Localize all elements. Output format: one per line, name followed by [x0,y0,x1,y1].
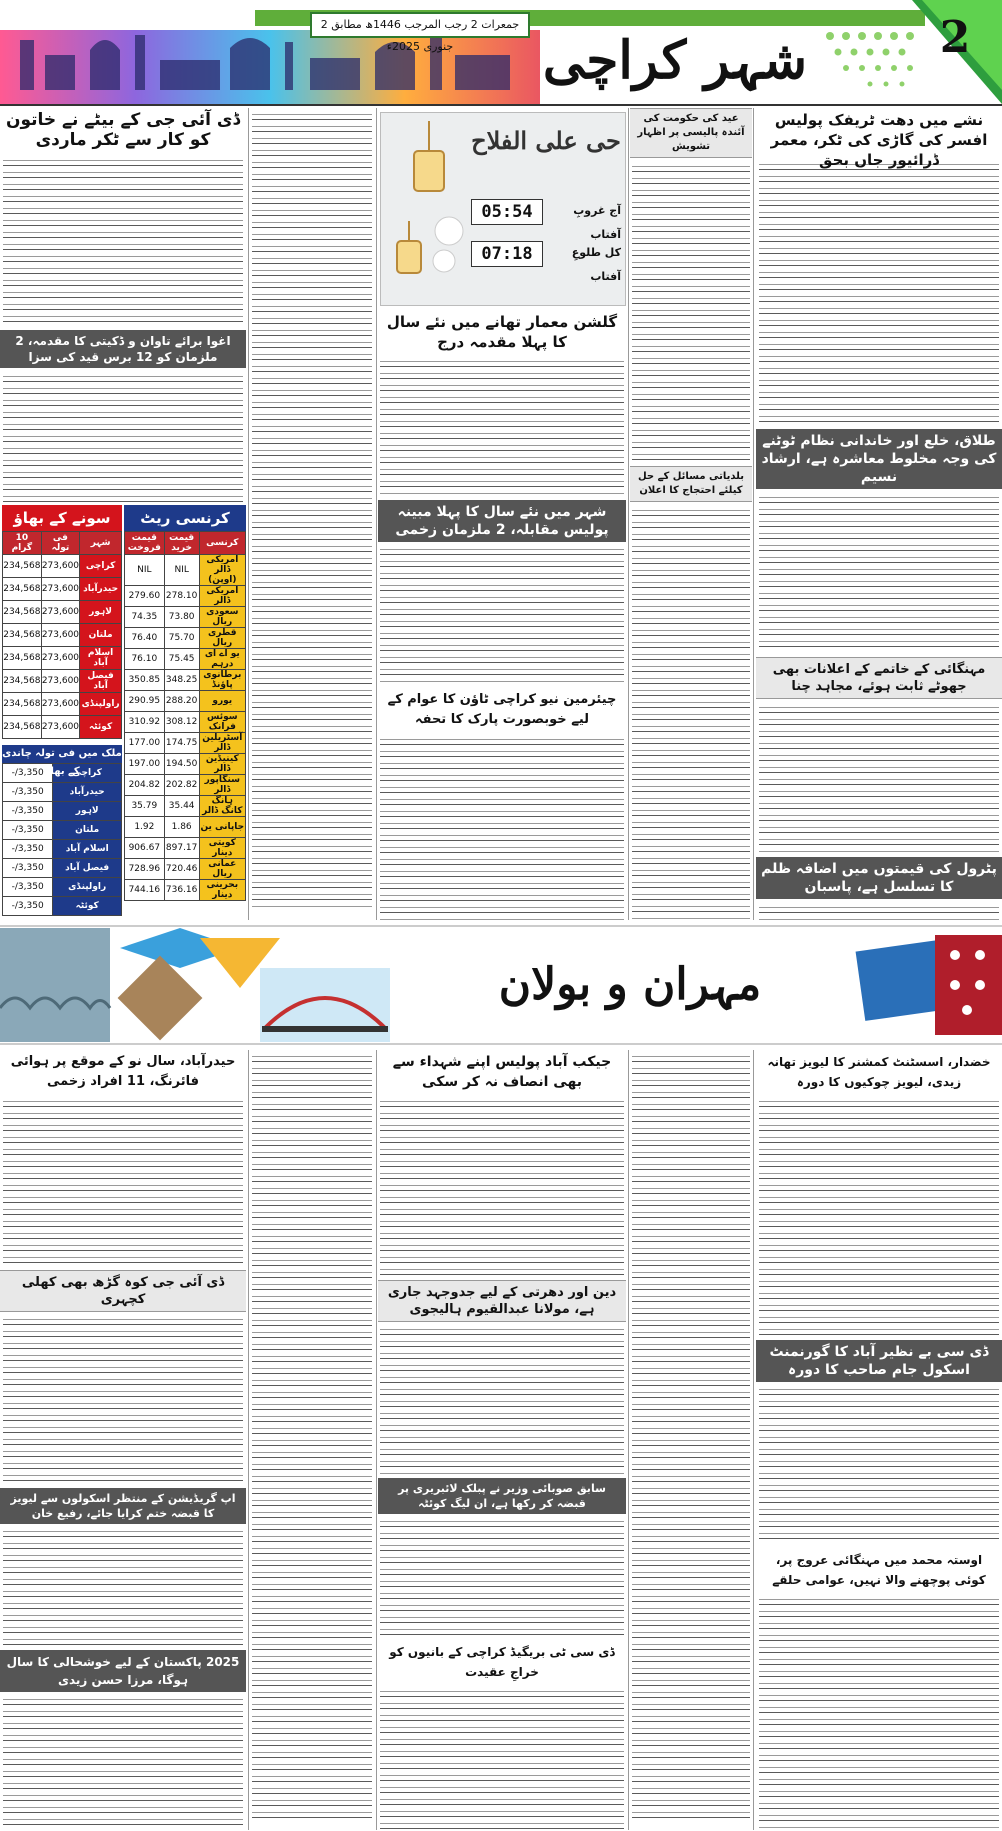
currency-value: 350.85 [125,670,165,691]
currency-value: 1.86 [164,817,199,838]
lower-column-1 [756,1050,1002,1830]
silver-table [2,763,122,916]
table-row [3,840,122,859]
lower-column-3 [378,1050,626,1830]
currency-name: جاپانی ین [199,817,245,838]
silver-price: 3,350/- [3,802,53,821]
table-row [125,796,246,817]
currency-value: 720.46 [164,859,199,880]
page-title: شہر کراچی [542,30,808,91]
prayer-times-box [380,112,626,306]
table-row [125,817,246,838]
table-row [125,838,246,859]
headline: گلشن معمار تھانے میں نئے سال کا پہلا مقدمہ درج [386,313,618,351]
article-body [252,110,372,910]
gold-price: 273,600 [41,670,79,693]
table-row [3,624,122,647]
article-body [632,1052,750,1822]
currency-name: عمانی ریال [199,859,245,880]
table-row [125,649,246,670]
currency-name: برطانوی پاؤنڈ [199,670,245,691]
gold-price: 234,568 [3,647,42,670]
article-body [380,1517,624,1637]
city-name: اسلام آباد [80,647,122,670]
column-1 [756,108,1002,920]
column-rule [628,108,629,920]
article-body [252,1052,372,1822]
column-3 [378,310,626,920]
article-body [759,703,999,853]
currency-value: 74.35 [125,607,165,628]
column-rule [376,108,377,920]
city-name: ملتان [53,821,122,840]
page-number: 2 [939,12,971,63]
headline: ڈی آئی جی کے بیٹے نے خاتون کو کار سے ٹکر ماردی [5,110,241,150]
column-rule [248,1050,249,1830]
currency-name: امریکی ڈالر (اوپن) [199,555,245,586]
article-body [759,493,999,653]
currency-value: 1.92 [125,817,165,838]
table-row [125,775,246,796]
currency-name: یو اے ای درہم [199,649,245,670]
currency-title: کرنسی ریٹ [124,505,246,531]
silver-price: 3,350/- [3,897,53,916]
headline: مہنگائی کے خاتمے کے اعلانات بھی جھوٹے ثابت ہوئے، مجاہد چنا [756,657,1002,699]
article-body [380,1097,624,1277]
currency-value: 202.82 [164,775,199,796]
currency-name: کینیڈین ڈالر [199,754,245,775]
headline: ڈی سی بے نظیر آباد کا گورنمنٹ اسکول جام صاحب کا دورہ [756,1340,1002,1382]
column-rule [376,1050,377,1830]
table-row [3,601,122,624]
currency-rates-table [124,505,246,917]
city-name: حیدرآباد [53,783,122,802]
city-name: راولپنڈی [53,878,122,897]
currency-table [124,531,246,901]
city-name: کراچی [80,555,122,578]
issue-date: جمعرات 2 رجب المرجب 1446ھ مطابق 2 جنوری 2025ء [310,12,530,38]
table-row [3,555,122,578]
sunrise-label: کل طلوعِ آفتاب [571,246,621,283]
table-row [125,880,246,901]
currency-name: سوئس فرانک [199,712,245,733]
column-2 [630,108,752,920]
column-rule [248,108,249,920]
table-row [3,897,122,916]
table-row [3,821,122,840]
silver-price: 3,350/- [3,878,53,897]
currency-value: 194.50 [164,754,199,775]
silver-price: 3,350/- [3,859,53,878]
article-body [632,162,750,462]
article-body [3,156,243,326]
gold-price: 234,568 [3,624,42,647]
article-body [380,735,624,920]
column-header: قیمت فروخت [125,532,165,555]
currency-value: 177.00 [125,733,165,754]
table-row [3,802,122,821]
masthead-rule [0,104,1002,106]
ajrak-book-image [840,930,1002,1042]
gold-price: 273,600 [41,693,79,716]
headline: اوستہ محمد میں مہنگائی عروج پر، کوئی پوچھنے والا نہیں، عوامی حلقے [772,1553,986,1587]
gold-price: 273,600 [41,578,79,601]
table-row [125,691,246,712]
currency-value: 279.60 [125,586,165,607]
lower-column-2 [630,1050,752,1830]
gold-price: 273,600 [41,647,79,670]
headline: حیدرآباد، سال نو کے موقع پر ہوائی فائرنگ، 11 افراد زخمی [10,1054,236,1089]
table-row [125,628,246,649]
city-name: کوئٹہ [53,897,122,916]
headline: جیکب آباد پولیس اپنے شہداء سے بھی انصاف نہ کر سکی [392,1054,612,1090]
headline: اپ گریڈیشن کے منتظر اسکولوں سے لیویز کا قبضہ ختم کرایا جائے، رفیع خان [0,1488,246,1524]
headline: بلدیاتی مسائل کے حل کیلئے احتجاج کا اعلان [630,466,752,502]
sunset-label: آج غروبِ آفتاب [573,204,621,241]
article-body [632,506,750,920]
headline: پٹرول کی قیمتوں میں اضافہ ظلم کا تسلسل ہے، پاسبان [756,857,1002,899]
table-row [125,712,246,733]
section-title: مہران و بولان [498,959,762,1010]
city-name: ملتان [80,624,122,647]
table-row [3,716,122,739]
silver-rates-table [2,745,122,917]
currency-name: سنگاپور ڈالر [199,775,245,796]
city-name: راولپنڈی [80,693,122,716]
currency-value: 76.10 [125,649,165,670]
article-body [3,1695,243,1830]
column-rule [753,1050,754,1830]
sunset-time: 05:54 [471,199,543,225]
article-body [380,1687,624,1830]
currency-value: 288.20 [164,691,199,712]
currency-value: 35.79 [125,796,165,817]
headline: 2025 پاکستان کے لیے خوشحالی کا سال ہوگا، مرزا حسن زیدی [0,1650,246,1692]
headline: ڈی سی ٹی بریگیڈ کراچی کے بانیوں کو خراجِ عقیدت [389,1645,615,1679]
currency-name: بحرینی دینار [199,880,245,901]
lantern-icon [389,121,469,291]
currency-value: 75.45 [164,649,199,670]
currency-value: 204.82 [125,775,165,796]
table-row [3,859,122,878]
article-body [759,1595,999,1830]
headline: عید کی حکومت کی آئندہ پالیسی پر اظہار تشویش [630,108,752,158]
gold-title: سونے کے بھاؤ [2,505,122,531]
currency-value: 728.96 [125,859,165,880]
column-rule [628,1050,629,1830]
currency-value: 310.92 [125,712,165,733]
currency-value: 197.00 [125,754,165,775]
currency-value: 174.75 [164,733,199,754]
column-header: 10 گرام [3,532,42,555]
headline: طلاق، خلع اور خاندانی نظام ٹوٹنے کی وجہ مخلوط معاشرہ ہے، ارشاد نسیم [756,429,1002,489]
halftone-dots [820,26,920,102]
table-row [3,783,122,802]
table-row [125,754,246,775]
gold-price: 273,600 [41,716,79,739]
currency-name: ہانگ کانگ ڈالر [199,796,245,817]
table-row [3,878,122,897]
city-name: فیصل آباد [80,670,122,693]
table-row [3,647,122,670]
gold-price: 234,568 [3,693,42,716]
column-header: فی تولہ [41,532,79,555]
lower-column-5 [0,1050,246,1830]
table-row [125,555,246,586]
table-row [3,693,122,716]
headline: چیئرمین نیو کراچی ٹاؤن کا عوام کے لیے خوبصورت پارک کا تحفہ [387,692,617,727]
currency-value: 897.17 [164,838,199,859]
article-body [759,903,999,920]
gold-price: 234,568 [3,716,42,739]
article-body [759,160,999,425]
column-header: کرنسی [199,532,245,555]
currency-name: یورو [199,691,245,712]
currency-value: NIL [125,555,165,586]
currency-value: 744.16 [125,880,165,901]
table-row [125,859,246,880]
currency-value: 736.16 [164,880,199,901]
city-name: حیدرآباد [80,578,122,601]
silver-price: 3,350/- [3,764,53,783]
silver-price: 3,350/- [3,821,53,840]
currency-value: NIL [164,555,199,586]
column-header: شہر [80,532,122,555]
column-header: قیمت خرید [164,532,199,555]
currency-value: 308.12 [164,712,199,733]
headline: اغوا برائے تاوان و ڈکیتی کا مقدمہ، 2 ملزمان کو 12 برس قید کی سزا [0,330,246,368]
currency-name: سعودی ریال [199,607,245,628]
currency-value: 906.67 [125,838,165,859]
silver-title: ملک میں فی تولہ چاندی کے بھاؤ [2,745,122,763]
table-row [125,733,246,754]
currency-value: 73.80 [164,607,199,628]
headline: شہر میں نئے سال کا پہلا مبینہ پولیس مقابلہ، 2 ملزمان زخمی [378,500,626,542]
article-body [380,1325,624,1475]
gold-price: 273,600 [41,624,79,647]
currency-value: 76.40 [125,628,165,649]
currency-name: آسٹریلین ڈالر [199,733,245,754]
article-body [3,372,243,502]
table-row [125,586,246,607]
gold-price: 273,600 [41,601,79,624]
gold-price: 234,568 [3,555,42,578]
headline: نشے میں دھت ٹریفک پولیس افسر کی گاڑی کی ٹکر، معمر ڈرائیور جاں بحق [770,111,988,169]
headline: ڈی آئی جی کوہ گڑھ بھی کھلی کچہری [0,1270,246,1312]
gold-table [2,531,122,739]
gold-price: 273,600 [41,555,79,578]
currency-value: 35.44 [164,796,199,817]
article-body [380,357,624,497]
gold-rates-table [2,505,122,745]
table-row [3,670,122,693]
headline: دین اور دھرتی کے لیے جدوجہد جاری ہے، مولانا عبدالقیوم ہالیجوی [378,1280,626,1322]
city-name: لاہور [53,802,122,821]
prayer-title: حی علی الفلاح [471,126,621,155]
table-row [125,607,246,628]
currency-value: 348.25 [164,670,199,691]
column-4 [250,108,374,920]
silver-price: 3,350/- [3,783,53,802]
sindh-landmarks-image [0,928,400,1042]
headline: خضدار، اسسٹنٹ کمشنر کا لیویز تھانہ زیدی، لیویز چوکیوں کا دورہ [767,1055,991,1089]
column-rule [753,108,754,920]
currency-value: 278.10 [164,586,199,607]
city-name: لاہور [80,601,122,624]
gold-price: 234,568 [3,601,42,624]
article-body [3,1527,243,1647]
article-body [759,1385,999,1545]
article-body [759,1097,999,1337]
article-body [3,1097,243,1267]
gold-price: 234,568 [3,670,42,693]
currency-value: 290.95 [125,691,165,712]
currency-name: قطری ریال [199,628,245,649]
gold-price: 234,568 [3,578,42,601]
sunrise-time: 07:18 [471,241,543,267]
table-row [3,578,122,601]
currency-value: 75.70 [164,628,199,649]
city-name: کوئٹہ [80,716,122,739]
article-body [380,545,624,685]
silver-price: 3,350/- [3,840,53,859]
article-body [3,1315,243,1485]
city-name: فیصل آباد [53,859,122,878]
city-name: کراچی [53,764,122,783]
column-5 [0,108,246,503]
lower-column-4 [250,1050,374,1830]
table-row [125,670,246,691]
city-name: اسلام آباد [53,840,122,859]
headline: سابق صوبائی وزیر نے پبلک لائبریری پر قبضہ کر رکھا ہے، ان لیگ کوئٹہ [378,1478,626,1514]
currency-name: کویتی دینار [199,838,245,859]
currency-name: امریکی ڈالر [199,586,245,607]
